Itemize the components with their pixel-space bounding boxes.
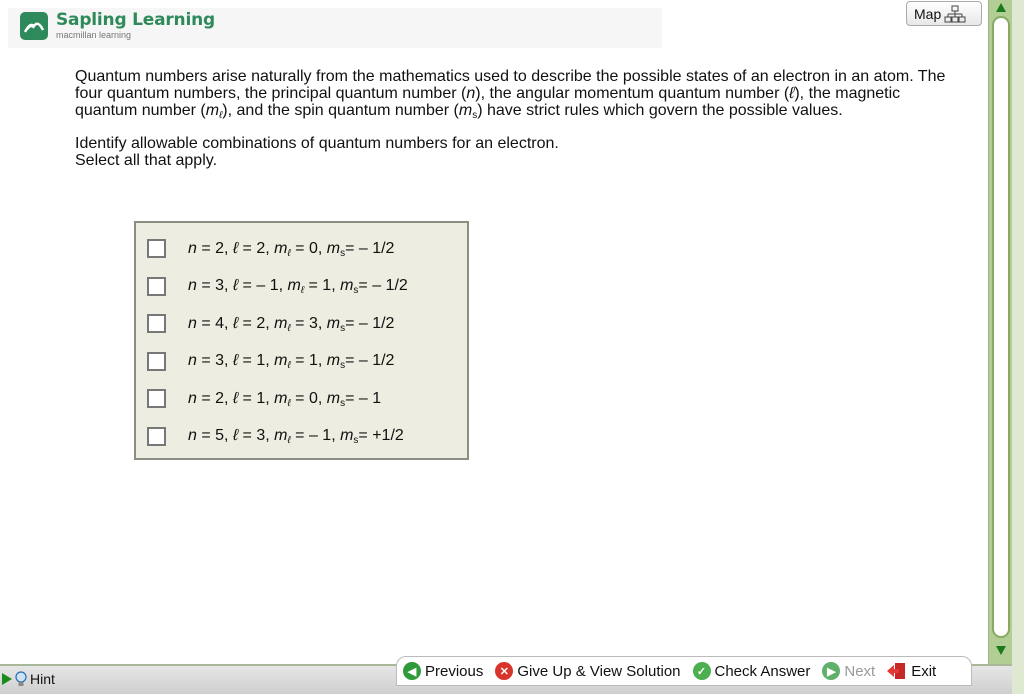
answer-options	[134, 221, 469, 460]
sitemap-icon	[944, 5, 966, 23]
option-3[interactable]	[136, 305, 467, 343]
expand-arrow-icon	[2, 673, 12, 685]
option-6[interactable]	[136, 418, 467, 456]
next-label: Next	[844, 662, 876, 680]
scroll-down-arrow-icon[interactable]	[989, 643, 1013, 657]
map-button[interactable]	[906, 1, 982, 26]
hint-label: Hint	[30, 671, 55, 687]
scroll-up-arrow-icon[interactable]	[989, 0, 1013, 14]
give-up-label: Give Up & View Solution	[517, 662, 681, 680]
option-label: n = 2, ℓ = 1, $m_\ell = 0$, $m_s= - 1$	[188, 389, 382, 409]
option-2[interactable]	[136, 268, 467, 306]
scroll-thumb[interactable]	[992, 16, 1010, 638]
give-up-button[interactable]	[495, 662, 680, 680]
exit-button[interactable]	[887, 662, 936, 680]
option-4[interactable]	[136, 343, 467, 381]
lightbulb-icon	[15, 671, 27, 687]
option-5[interactable]	[136, 380, 467, 418]
option-checkbox[interactable]	[147, 389, 166, 408]
option-label: n = 3, ℓ = – 1, $m_\ell = 1$, $m_s= - 1/2$	[188, 277, 408, 297]
logo-title: Sapling Learning	[56, 10, 215, 30]
option-checkbox[interactable]	[147, 352, 166, 371]
sapling-leaf-icon	[20, 12, 48, 40]
next-arrow-icon: ▶	[822, 662, 840, 680]
option-checkbox[interactable]	[147, 427, 166, 446]
previous-label: Previous	[425, 662, 484, 680]
option-label: n = 4, ℓ = 2, $m_\ell = 3$, $m_s= - 1/2$	[188, 314, 395, 334]
option-checkbox[interactable]	[147, 277, 166, 296]
previous-arrow-icon: ◀	[403, 662, 421, 680]
option-1[interactable]	[136, 230, 467, 268]
question-intro: Quantum numbers arise naturally from the mathematics used to describe the possible states of an electron in an atom. The four quantum numbers, the principal quantum number (n), the angular momentum quantum number (ℓ), the magnetic quantum number $(m_\ell)$, and the spin quantum number $(m_s)$ have strict rules which govern the possible values.	[75, 68, 946, 121]
vertical-scrollbar[interactable]	[988, 0, 1012, 664]
check-answer-label: Check Answer	[714, 662, 811, 680]
hint-button[interactable]	[2, 669, 55, 689]
option-checkbox[interactable]	[147, 314, 166, 333]
option-label: n = 5, ℓ = 3, $m_\ell$ = – 1, $m_s= +1/2$	[188, 427, 404, 447]
logo-subtitle: macmillan learning	[56, 30, 132, 40]
window-edge	[1012, 0, 1024, 694]
give-up-x-icon: ✕	[495, 662, 513, 680]
exit-label: Exit	[911, 662, 937, 680]
check-answer-button[interactable]	[693, 662, 811, 680]
question-select-all: Select all that apply.	[75, 152, 218, 169]
question-text	[75, 68, 955, 169]
previous-button[interactable]	[403, 662, 483, 680]
option-checkbox[interactable]	[147, 239, 166, 258]
question-nav	[396, 656, 972, 686]
option-label: n = 3, ℓ = 1, $m_\ell = 1$, $m_s= - 1/2$	[188, 352, 395, 372]
exit-icon	[887, 662, 907, 680]
sapling-logo	[20, 12, 215, 40]
next-button[interactable]	[822, 662, 875, 680]
question-instruction: Identify allowable combinations of quantum numbers for an electron.	[75, 135, 559, 152]
map-label: Map	[914, 5, 942, 22]
check-icon: ✓	[693, 662, 711, 680]
option-label: n = 2, ℓ = 2, $m_\ell = 0$, $m_s= - 1/2$	[188, 239, 395, 259]
